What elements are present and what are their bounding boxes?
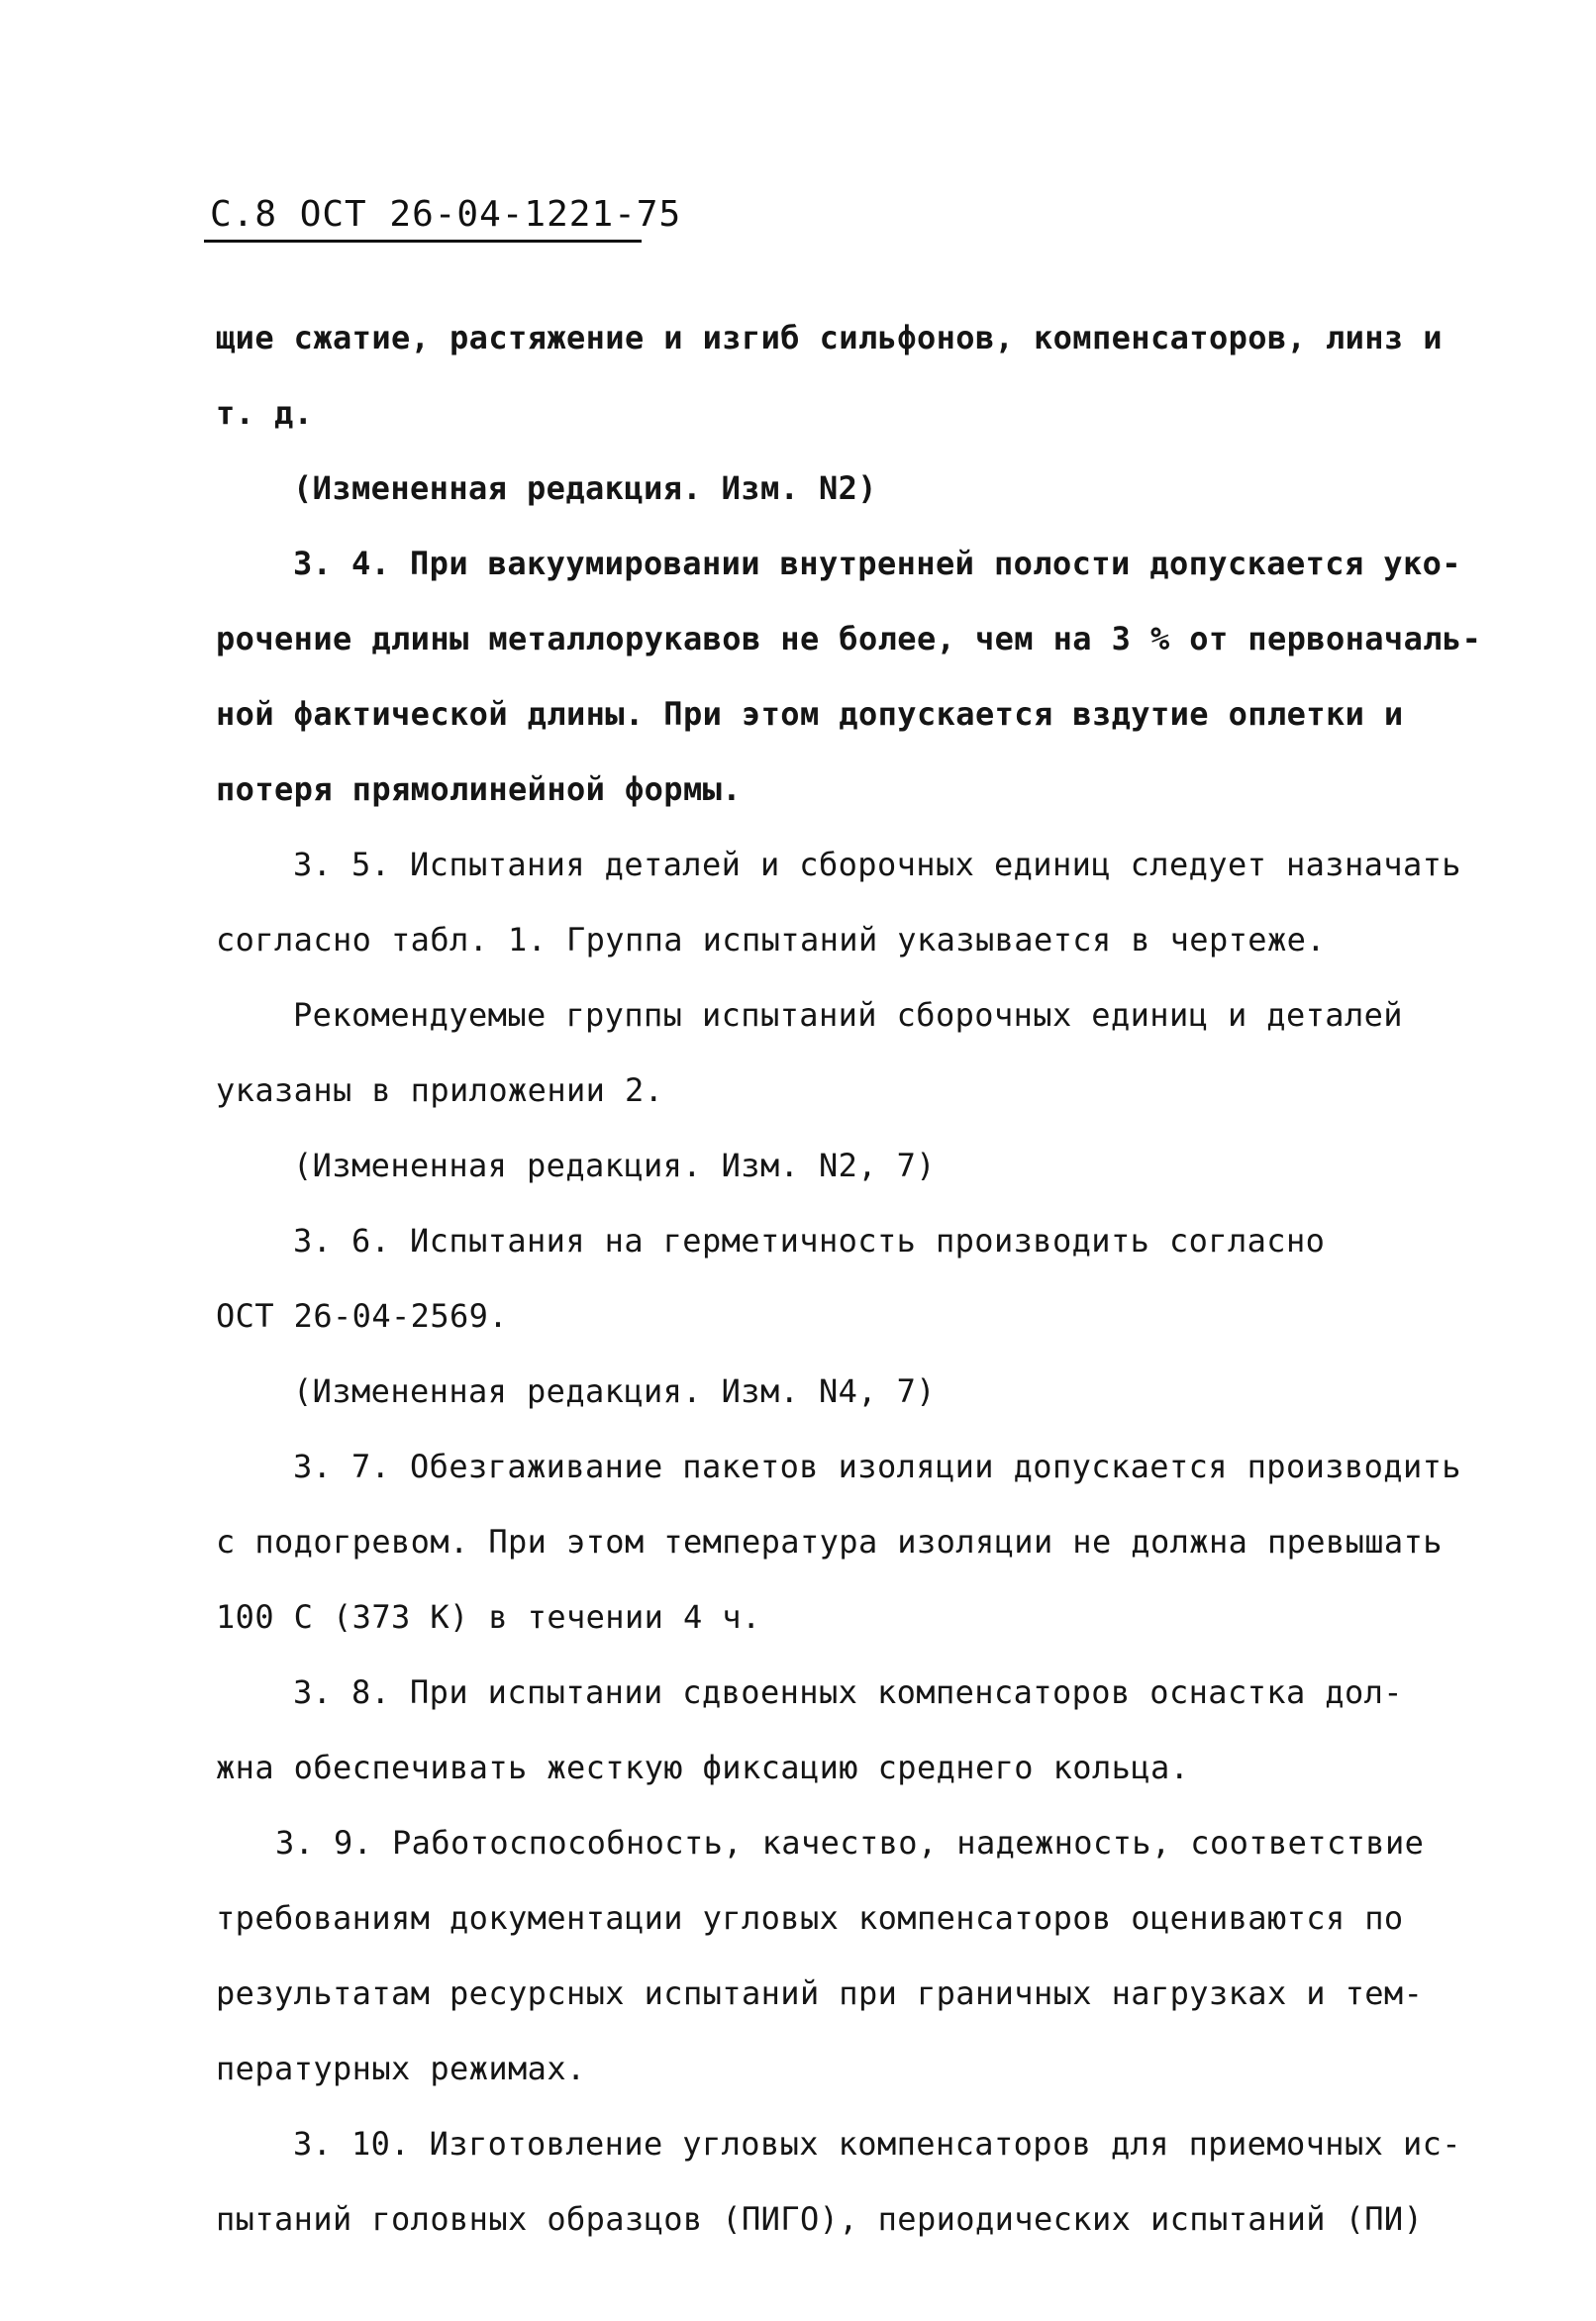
text-line: согласно табл. 1. Группа испытаний указывается в чертеже. (216, 921, 1326, 959)
text-line: пературных режимах. (216, 2050, 586, 2087)
text-line: 3. 8. При испытании сдвоенных компенсаторов оснастка дол- (293, 1673, 1403, 1711)
text-line: 100 С (373 К) в течении 4 ч. (216, 1598, 761, 1636)
text-line: требованиям документации угловых компенсаторов оцениваются по (216, 1899, 1404, 1937)
text-line: (Измененная редакция. Изм. N4, 7) (293, 1372, 936, 1410)
text-line: 3. 7. Обезгаживание пакетов изоляции допускается производить (293, 1448, 1461, 1485)
text-line: пытаний головных образцов (ПИГО), периодических испытаний (ПИ) (216, 2200, 1424, 2238)
text-line: жна обеспечивать жесткую фиксацию среднего кольца. (216, 1749, 1190, 1786)
text-line: потеря прямолинейной формы. (216, 770, 742, 808)
text-line: указаны в приложении 2. (216, 1071, 664, 1109)
text-line: рочение длины металлорукавов не более, чем на 3 % от первоначаль- (216, 620, 1482, 657)
text-line: ОСТ 26-04-2569. (216, 1297, 508, 1335)
text-line: т. д. (216, 394, 314, 432)
text-line: (Измененная редакция. Изм. N2) (293, 469, 877, 507)
text-line: 3. 6. Испытания на герметичность производить согласно (293, 1222, 1326, 1260)
page-header: С.8 ОСТ 26-04-1221-75 (210, 194, 682, 235)
text-line: результатам ресурсных испытаний при граничных нагрузках и тем- (216, 1974, 1424, 2012)
text-line: Рекомендуемые группы испытаний сборочных единиц и деталей (293, 996, 1403, 1034)
text-line: (Измененная редакция. Изм. N2, 7) (293, 1147, 936, 1184)
text-line: с подогревом. При этом температура изоляции не должна превышать (216, 1523, 1443, 1561)
header-underline (204, 240, 642, 243)
text-line: 3. 9. Работоспособность, качество, надежность, соответствие (275, 1824, 1425, 1862)
text-line: 3. 5. Испытания деталей и сборочных единиц следует назначать (293, 846, 1461, 883)
text-line: щие сжатие, растяжение и изгиб сильфонов, компенсаторов, линз и (216, 319, 1443, 356)
text-line: ной фактической длины. При этом допускается вздутие оплетки и (216, 695, 1404, 733)
text-line: 3. 4. При вакуумировании внутренней полости допускается уко- (293, 545, 1461, 582)
text-line: 3. 10. Изготовление угловых компенсаторов для приемочных ис- (293, 2125, 1461, 2163)
